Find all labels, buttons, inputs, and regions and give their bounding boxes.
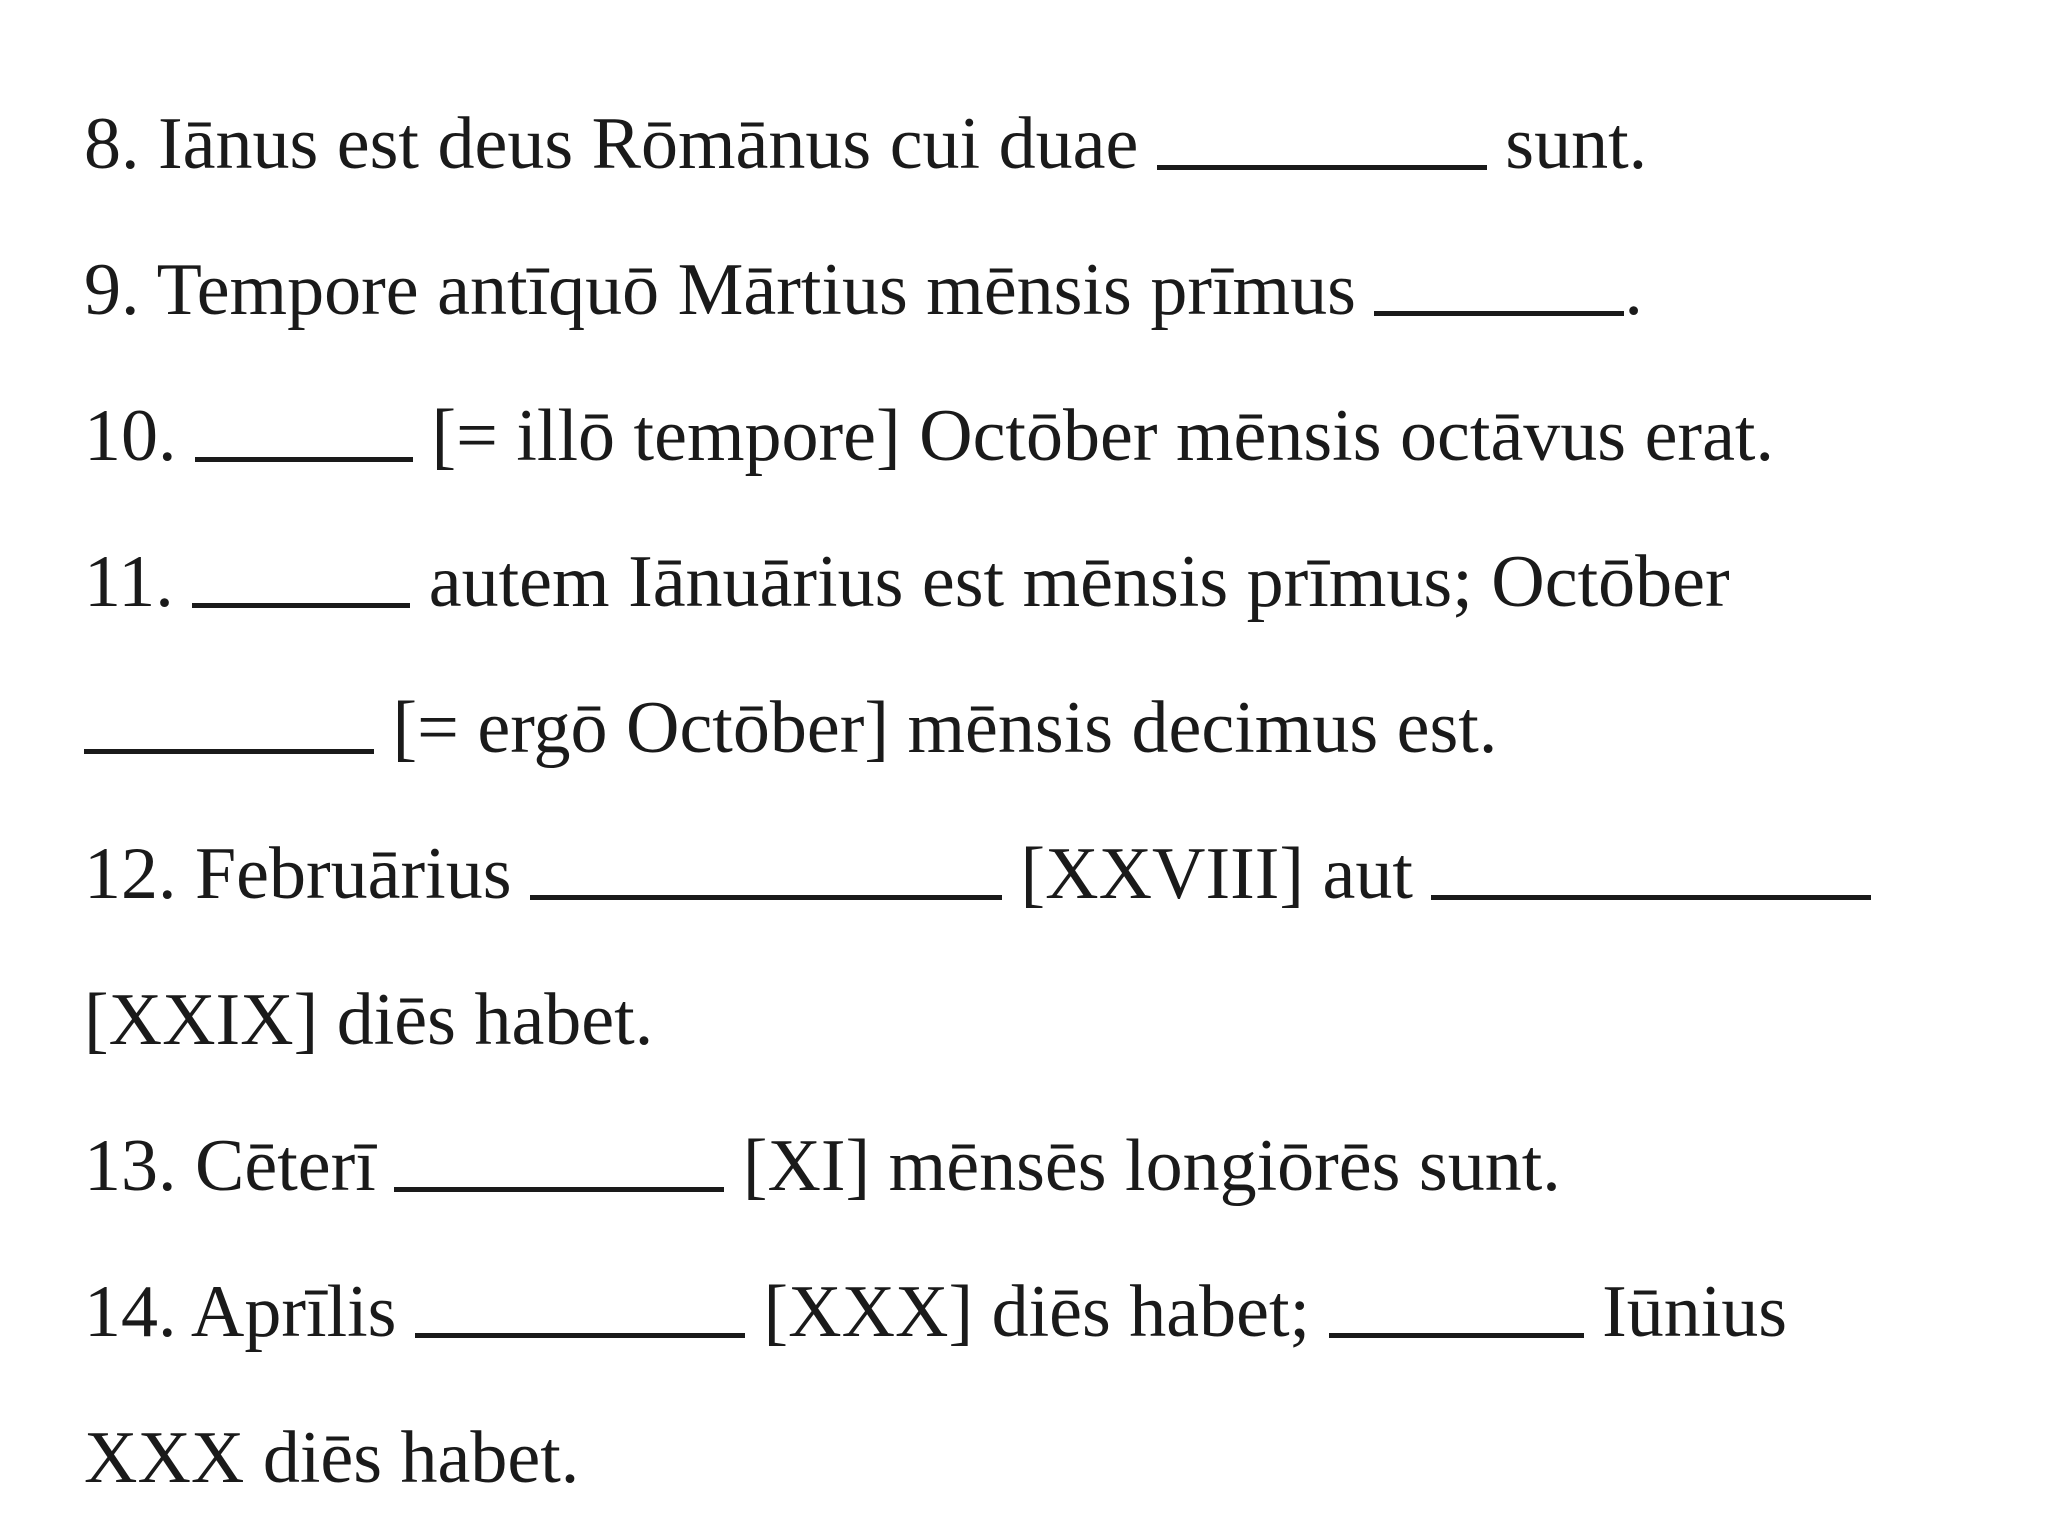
item-number: 9. xyxy=(84,249,140,331)
item-number: 12. xyxy=(84,833,177,915)
text-segment: [= illō tempore] Octōber mēnsis octāvus erat. xyxy=(413,395,1774,477)
line-8 xyxy=(84,1122,1561,1210)
line-2 xyxy=(84,246,1643,334)
answer-blank[interactable] xyxy=(192,603,410,608)
answer-blank[interactable] xyxy=(1374,311,1624,316)
line-4 xyxy=(84,538,1730,626)
text-segment: [XXIX] diēs habet. xyxy=(84,979,654,1061)
item-number: 10. xyxy=(84,395,177,477)
answer-blank[interactable] xyxy=(84,749,374,754)
answer-blank[interactable] xyxy=(1431,895,1871,900)
answer-blank[interactable] xyxy=(394,1187,724,1192)
text-segment: Iūnius xyxy=(1583,1271,1788,1353)
line-7 xyxy=(84,976,653,1064)
line-9 xyxy=(84,1268,1787,1356)
item-number: 11. xyxy=(84,541,174,623)
text-segment: [XXVIII] aut xyxy=(1002,833,1432,915)
text-segment: Aprīlis xyxy=(190,1271,415,1353)
line-1 xyxy=(84,100,1647,188)
answer-blank[interactable] xyxy=(415,1333,745,1338)
text-segment: [XI] mēnsēs longiōrēs sunt. xyxy=(724,1125,1561,1207)
text-segment: [= ergō Octōber] mēnsis decimus est. xyxy=(374,687,1498,769)
answer-blank[interactable] xyxy=(1329,1333,1584,1338)
line-6 xyxy=(84,830,1871,918)
line-10 xyxy=(84,1414,579,1502)
answer-blank[interactable] xyxy=(530,895,1002,900)
answer-blank[interactable] xyxy=(195,457,413,462)
item-number: 14. xyxy=(84,1271,177,1353)
text-segment: [XXX] diēs habet; xyxy=(744,1271,1329,1353)
item-number: 13. xyxy=(84,1125,177,1207)
text-segment: sunt. xyxy=(1486,103,1648,185)
item-number: 8. xyxy=(84,103,140,185)
text-segment: Tempore antīquō Mārtius mēnsis prīmus xyxy=(156,249,1375,331)
text-segment: XXX diēs habet. xyxy=(84,1417,580,1499)
text-segment: Cēterī xyxy=(195,1125,395,1207)
line-3 xyxy=(84,392,1774,480)
text-segment: autem Iānuārius est mēnsis prīmus; Octōber xyxy=(410,541,1730,623)
answer-blank[interactable] xyxy=(1157,165,1487,170)
text-segment: . xyxy=(1624,249,1643,331)
line-5 xyxy=(84,684,1497,772)
text-segment: Februārius xyxy=(195,833,530,915)
text-segment: Iānus est deus Rōmānus cui duae xyxy=(158,103,1157,185)
